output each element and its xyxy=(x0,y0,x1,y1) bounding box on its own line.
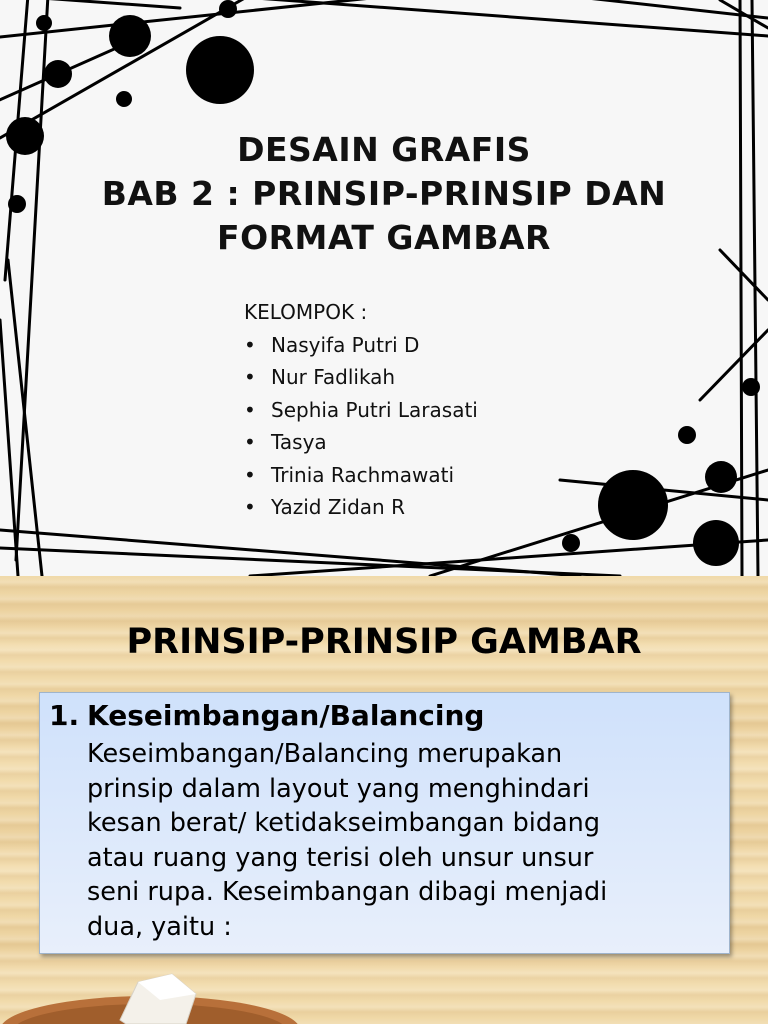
title-line: BAB 2 : PRINSIP-PRINSIP DAN xyxy=(101,174,667,213)
bullet-icon: • xyxy=(244,332,256,357)
member-name: Tasya xyxy=(271,430,327,454)
heading-text: Keseimbangan/Balancing xyxy=(87,699,485,732)
member-name: Trinia Rachmawati xyxy=(271,462,455,487)
slide-title xyxy=(0,128,768,260)
body-line: prinsip dalam layout yang menghindari xyxy=(87,773,590,804)
body-line: kesan berat/ ketidakseimbangan bidang xyxy=(87,808,601,838)
title-line: FORMAT GAMBAR xyxy=(217,218,551,257)
content-slide xyxy=(0,576,768,1024)
list-item xyxy=(244,394,478,427)
bullet-icon: • xyxy=(244,430,256,454)
bullet-icon: • xyxy=(244,462,256,487)
decorative-illustration xyxy=(0,960,768,1024)
list-item xyxy=(244,459,478,492)
title-line: DESAIN GRAFIS xyxy=(237,130,531,169)
section-body xyxy=(87,737,717,944)
member-list xyxy=(244,329,478,524)
heading-number: 1. xyxy=(49,699,80,732)
member-name: Yazid Zidan R xyxy=(271,495,405,519)
content-box xyxy=(39,692,730,954)
member-name: Sephia Putri Larasati xyxy=(271,397,478,422)
body-line: dua, yaitu : xyxy=(87,911,232,942)
bullet-icon: • xyxy=(244,365,256,389)
section-heading xyxy=(49,699,484,732)
body-line: seni rupa. Keseimbangan dibagi menjadi xyxy=(87,877,608,907)
group-label: KELOMPOK : xyxy=(244,300,368,324)
list-item xyxy=(244,329,478,362)
list-item xyxy=(244,426,478,459)
list-item xyxy=(244,361,478,394)
bullet-icon: • xyxy=(244,495,256,519)
body-line: Keseimbangan/Balancing merupakan xyxy=(87,739,563,769)
body-line: atau ruang yang terisi oleh unsur unsur xyxy=(87,842,594,873)
member-name: Nasyifa Putri D xyxy=(271,332,420,357)
group-members xyxy=(244,296,478,524)
bullet-icon: • xyxy=(244,397,256,422)
slide-title: PRINSIP-PRINSIP GAMBAR xyxy=(126,622,642,662)
list-item xyxy=(244,491,478,524)
member-name: Nur Fadlikah xyxy=(271,365,396,389)
